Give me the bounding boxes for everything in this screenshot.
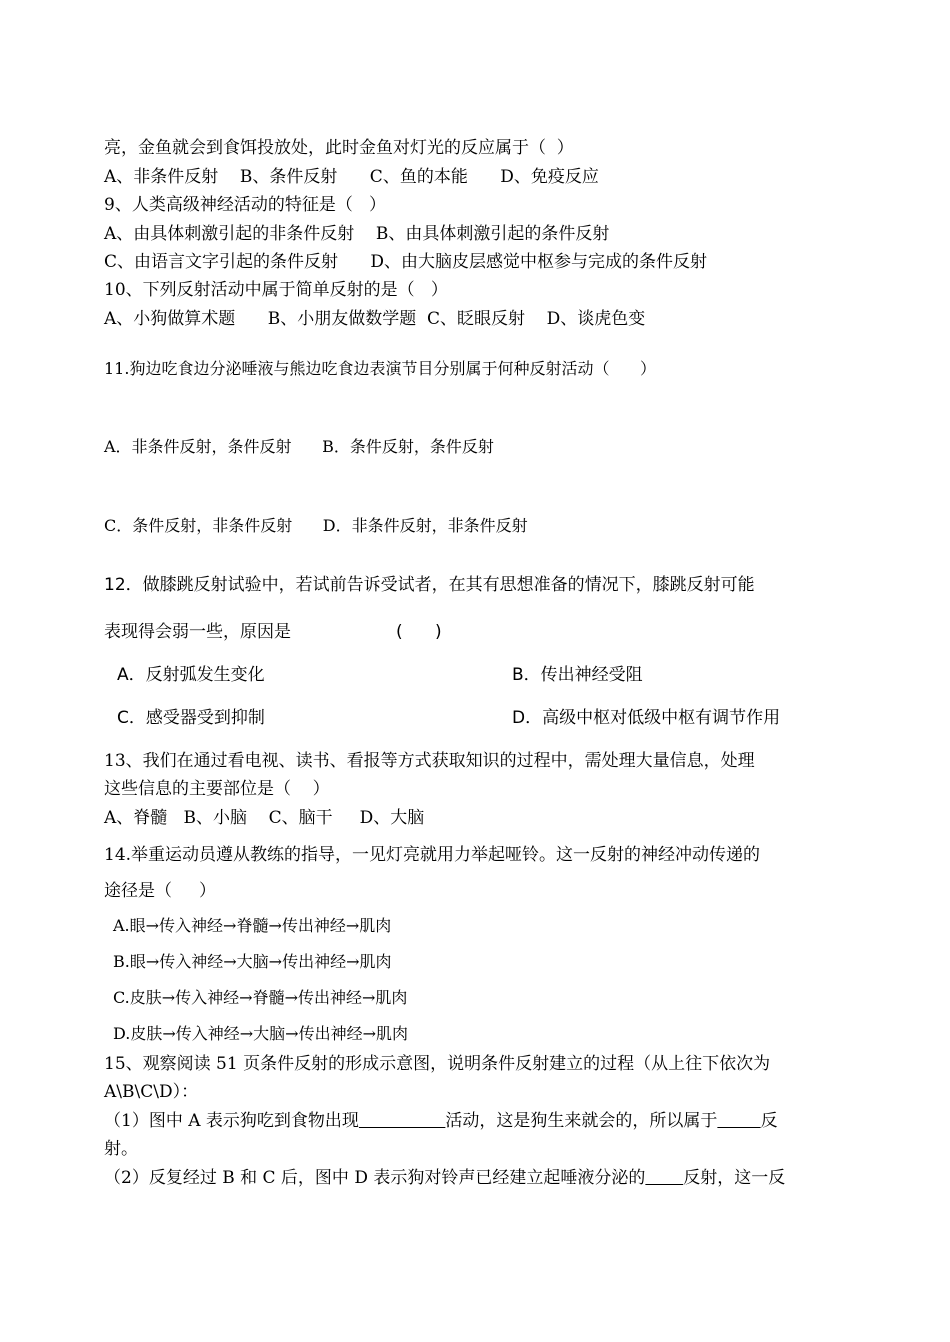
q13-stem-line2: 这些信息的主要部位是（ ） [104, 779, 330, 799]
q15-stem-line2: A\B\C\D）： [104, 1082, 199, 1102]
q15-part1 [104, 1106, 778, 1131]
q12-option-c: C．感受器受到抑制 [117, 708, 265, 728]
q9-stem: 9、人类高级神经活动的特征是（ ） [104, 195, 387, 215]
q8-options: A、非条件反射 B、条件反射 C、鱼的本能 D、免疫反应 [104, 167, 599, 187]
q14-stem-line2: 途径是（ ） [104, 881, 217, 901]
q15-part1-text-a: （1）图中 A 表示狗吃到食物出现 [104, 1111, 359, 1131]
q15-part1-text-c: 反 [760, 1111, 778, 1131]
q15-part1-line2: 射。 [104, 1139, 138, 1159]
q15-part1-blank-1[interactable] [359, 1111, 445, 1131]
q11-options-cd: C．条件反射，非条件反射 D．非条件反射，非条件反射 [104, 516, 528, 535]
q12-answer-bracket: ( ) [396, 622, 442, 642]
q15-part2 [104, 1163, 785, 1188]
q15-part2-blank[interactable] [645, 1168, 683, 1188]
q11-stem: 11.狗边吃食边分泌唾液与熊边吃食边表演节目分别属于何种反射活动（ ） [104, 359, 656, 378]
q12-stem-text: 表现得会弱一些，原因是 [104, 622, 291, 642]
q8-stem-continued: 亮，金鱼就会到食饵投放处，此时金鱼对灯光的反应属于（ ） [104, 138, 574, 158]
q13-options: A、脊髓 B、小脑 C、脑干 D、大脑 [104, 808, 425, 828]
q14-option-a: A.眼→传入神经→脊髓→传出神经→肌肉 [113, 916, 392, 935]
q14-option-c: C.皮肤→传入神经→脊髓→传出神经→肌肉 [113, 988, 408, 1007]
q15-part1-blank-2[interactable] [717, 1111, 760, 1131]
q12-option-d: D．高级中枢对低级中枢有调节作用 [512, 708, 781, 728]
q12-option-b: B．传出神经受阻 [512, 665, 643, 685]
q12-stem-line2 [104, 617, 442, 642]
q9-options-cd: C、由语言文字引起的条件反射 D、由大脑皮层感觉中枢参与完成的条件反射 [104, 252, 708, 272]
q15-stem: 15、观察阅读 51 页条件反射的形成示意图，说明条件反射建立的过程（从上往下依次为 [104, 1054, 771, 1074]
q13-stem: 13、我们在通过看电视、读书、看报等方式获取知识的过程中，需处理大量信息，处理 [104, 751, 755, 771]
q10-options: A、小狗做算术题 B、小朋友做数学题 C、眨眼反射 D、谈虎色变 [104, 309, 646, 329]
q15-part2-text-b: 反射，这一反 [683, 1168, 786, 1188]
q12-stem: 12．做膝跳反射试验中，若试前告诉受试者，在其有思想准备的情况下，膝跳反射可能 [104, 575, 755, 595]
q9-options-ab: A、由具体刺激引起的非条件反射 B、由具体刺激引起的条件反射 [104, 224, 610, 244]
q14-option-d: D.皮肤→传入神经→大脑→传出神经→肌肉 [113, 1024, 408, 1043]
q15-part1-text-b: 活动，这是狗生来就会的，所以属于 [445, 1111, 718, 1131]
q14-option-b: B.眼→传入神经→大脑→传出神经→肌肉 [113, 952, 392, 971]
q12-option-a: A．反射弧发生变化 [117, 665, 265, 685]
q14-stem: 14.举重运动员遵从教练的指导，一见灯亮就用力举起哑铃。这一反射的神经冲动传递的 [104, 845, 761, 865]
q15-part2-text-a: （2）反复经过 B 和 C 后，图中 D 表示狗对铃声已经建立起唾液分泌的 [104, 1168, 646, 1188]
q11-options-ab: A．非条件反射，条件反射 B．条件反射，条件反射 [104, 437, 494, 456]
q10-stem: 10、下列反射活动中属于简单反射的是（ ） [104, 280, 448, 300]
